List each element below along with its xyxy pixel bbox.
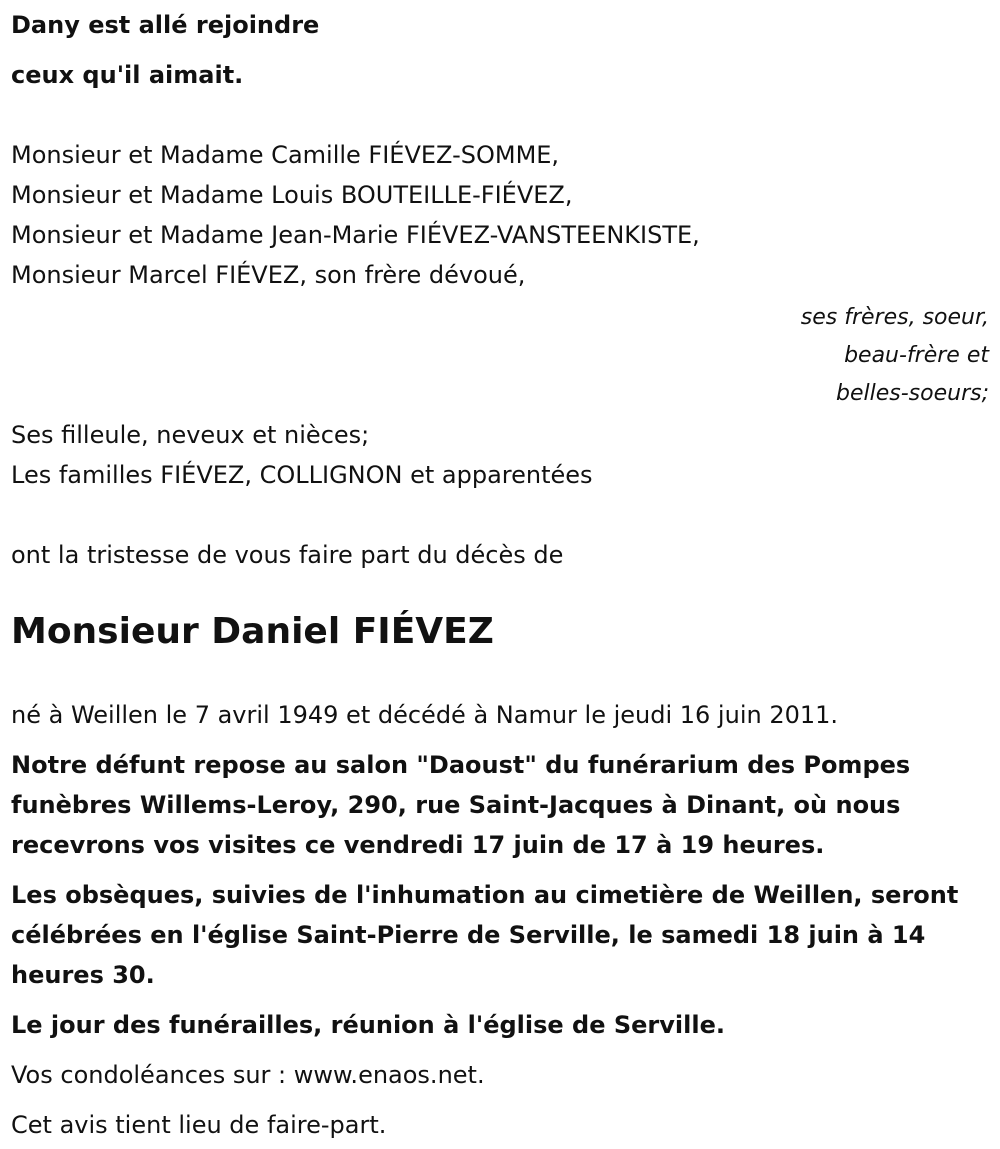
- relation-line: belles-soeurs;: [836, 381, 989, 406]
- notice-line: Cet avis tient lieu de faire-part.: [11, 1111, 387, 1139]
- other-family-line: Ses filleule, neveux et nièces;: [11, 421, 370, 449]
- announcement-text: ont la tristesse de vous faire part du décès de: [11, 541, 564, 569]
- intro-line-1: Dany est allé rejoindre: [11, 11, 320, 39]
- obituary-notice: [11, 0, 991, 1145]
- other-family-line: Les familles FIÉVEZ, COLLIGNON et apparentées: [11, 461, 593, 489]
- condolences-line: Vos condoléances sur : www.enaos.net.: [11, 1061, 485, 1089]
- birth-death-line: né à Weillen le 7 avril 1949 et décédé à Namur le jeudi 16 juin 2011.: [11, 701, 839, 729]
- family-line: Monsieur et Madame Jean-Marie FIÉVEZ-VANSTEENKISTE,: [11, 221, 700, 249]
- visitation-paragraph: Notre défunt repose au salon "Daoust" du funérarium des Pompes funèbres Willems-Leroy, 290, rue Saint-Jacques à Dinant, où nous recevrons vos visites ce vendredi 17 juin de 17 à 19 heures.: [11, 751, 911, 859]
- funeral-paragraph: Les obsèques, suivies de l'inhumation au cimetière de Weillen, seront célébrées en l'église Saint-Pierre de Serville, le samedi 18 juin à 14 heures 30.: [11, 881, 959, 989]
- family-list: [11, 135, 991, 295]
- other-family: [11, 415, 991, 495]
- deceased-name: Monsieur Daniel FIÉVEZ: [11, 611, 494, 652]
- relation-note: [11, 299, 989, 413]
- family-line: Monsieur et Madame Louis BOUTEILLE-FIÉVEZ,: [11, 181, 573, 209]
- meeting-paragraph: Le jour des funérailles, réunion à l'église de Serville.: [11, 1011, 725, 1039]
- family-line: Monsieur Marcel FIÉVEZ, son frère dévoué,: [11, 261, 526, 289]
- relation-line: ses frères, soeur,: [800, 305, 989, 330]
- intro-line-2: ceux qu'il aimait.: [11, 61, 244, 89]
- family-line: Monsieur et Madame Camille FIÉVEZ-SOMME,: [11, 141, 560, 169]
- relation-line: beau-frère et: [844, 343, 989, 368]
